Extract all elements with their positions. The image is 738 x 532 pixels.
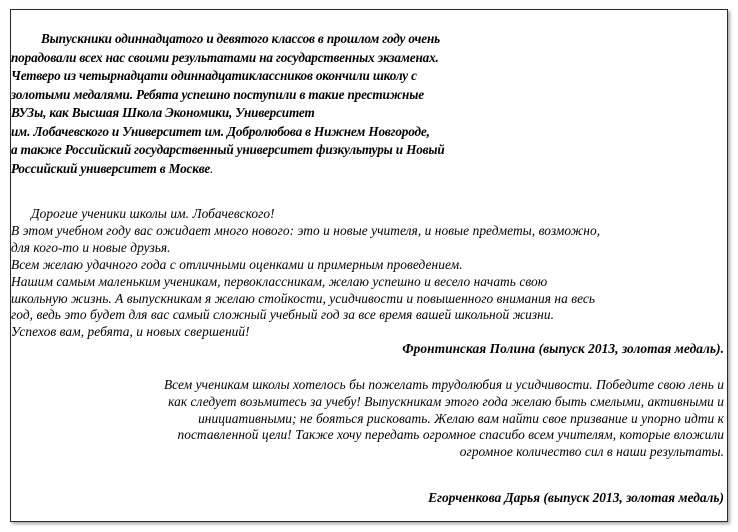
paragraph-line: Выпускники одиннадцатого и девятого классов в прошлом году очень bbox=[41, 31, 440, 46]
wishes-paragraph bbox=[40, 377, 726, 461]
graduates-paragraph bbox=[11, 30, 571, 178]
paragraph-line: Успехов вам, ребята, и новых свершений! bbox=[11, 324, 250, 340]
paragraph-line: Всем желаю удачного года с отличными оценками и примерным проведением. bbox=[11, 256, 463, 272]
paragraph-line: им. Лобачевского и Университет им. Добролюбова в Нижнем Новгороде, bbox=[11, 123, 430, 139]
paragraph-line: порадовали всех нас своими результатами на государственных экзаменах. bbox=[11, 49, 439, 65]
greeting-paragraph bbox=[11, 206, 726, 358]
paragraph-line: год, ведь это будет для вас самый сложный учебный год за все время вашей школьной жизни. bbox=[11, 307, 554, 323]
paragraph-line: В этом учебном году вас ожидает много нового: это и новые учителя, и новые предметы, возможно, bbox=[11, 222, 601, 238]
paragraph-line-last bbox=[11, 160, 571, 179]
paragraph-line: ВУЗы, как Высшая Школа Экономики, Университет bbox=[11, 105, 315, 120]
paragraph-line-text: Российский университет в Москве bbox=[11, 160, 211, 176]
paragraph-period: . bbox=[210, 160, 214, 176]
paragraph-line: Всем ученикам школы хотелось бы пожелать трудолюбия и усидчивости. Победите свою лень и bbox=[163, 377, 724, 392]
paragraph-line: а также Российский государственный университет физкультуры и Новый bbox=[11, 142, 445, 157]
paragraph-line: золотыми медалями. Ребята успешно поступили в такие престижные bbox=[11, 86, 424, 102]
paragraph-line: инициативными; не бояться рисковать. Желаю вам найти свое призвание и упорно идти к bbox=[198, 410, 724, 426]
paragraph-line: Нашим самым маленьким ученикам, первоклассникам, желаю успешно и весело начать свою bbox=[11, 273, 548, 289]
author-signature: Фронтинская Полина (выпуск 2013, золотая медаль). bbox=[402, 341, 724, 357]
paragraph-line: для кого-то и новые друзья. bbox=[11, 239, 171, 255]
paragraph-line: Четверо из четырнадцати одиннадцатиклассников окончили школу с bbox=[11, 68, 417, 83]
paragraph-line: как следует возьмитесь за учебу! Выпускникам этого года желаю быть смелыми, активными и bbox=[168, 393, 724, 409]
paragraph-line: поставленной цели! Также хочу передать огромное спасибо всем учителям, которые вложили bbox=[177, 427, 724, 443]
paragraph-line: огромное количество сил в наши результаты. bbox=[459, 444, 724, 460]
paragraph-line: школьную жизнь. А выпускникам я желаю стойкости, усидчивости и повышенного внимания на весь bbox=[11, 290, 596, 306]
greeting-heading: Дорогие ученики школы им. Лобачевского! bbox=[31, 206, 275, 221]
author-signature: Егорченкова Дарья (выпуск 2013, золотая медаль) bbox=[428, 490, 724, 505]
